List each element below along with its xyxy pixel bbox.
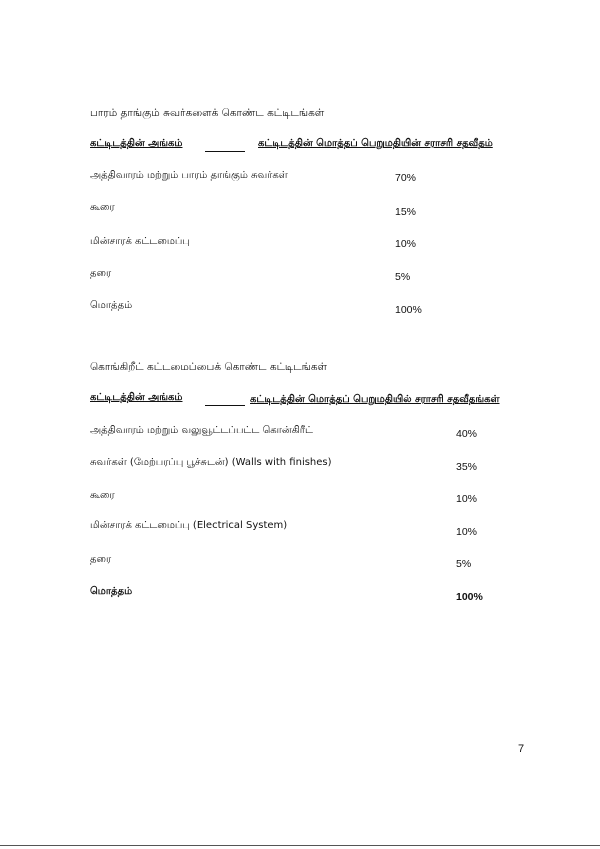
section2-row-label: கூரை	[90, 490, 115, 501]
section1-total-value: 100%	[395, 304, 422, 316]
section1-row-label: அத்திவாரம் மற்றும் பாரம் தாங்கும் சுவர்கள்	[90, 170, 288, 181]
section2-row-label: மின்சாரக் கட்டமைப்பு (Electrical System)	[90, 520, 288, 531]
section2-row-label: அத்திவாரம் மற்றும் வலுவூட்டப்பட்ட கொன்கிரீட்	[90, 425, 313, 436]
section1-row-label: தரை	[90, 268, 112, 279]
section2-total-label: மொத்தம்	[90, 586, 133, 597]
page-bottom-border	[0, 845, 600, 846]
section2-row-value: 35%	[456, 461, 478, 473]
section2-title: கொங்கிறீட் கட்டமைப்பைக் கொண்ட கட்டிடங்கள்	[90, 361, 328, 373]
section2-row-value: 5%	[456, 558, 472, 570]
section2-row-label: சுவர்கள் (மேற்பரப்பு பூச்சுடன்) (Walls with finishes)	[90, 457, 332, 468]
section1-header-component: கட்டிடத்தின் அங்கம்	[90, 138, 183, 149]
section2-total-value: 100%	[456, 591, 483, 603]
section2-header-component: கட்டிடத்தின் அங்கம்	[90, 392, 183, 403]
section1-total-label: மொத்தம்	[90, 300, 133, 311]
section1-row-label: மின்சாரக் கட்டமைப்பு	[90, 236, 190, 247]
section2-header-percentage: கட்டிடத்தின் மொத்தப் பெறுமதியில் சராசரி சதவீதங்கள்	[250, 394, 500, 405]
section2-header-rule	[205, 405, 245, 406]
section1-row-value: 70%	[395, 172, 417, 184]
section2-row-value: 10%	[456, 526, 478, 538]
section1-row-label: கூரை	[90, 202, 115, 213]
section2-row-label: தரை	[90, 554, 112, 565]
section1-row-value: 15%	[395, 206, 417, 218]
section1-header-rule	[205, 151, 245, 152]
section2-row-value: 10%	[456, 493, 478, 505]
page-number: 7	[518, 743, 525, 755]
section2-row-value: 40%	[456, 428, 478, 440]
section1-title: பாரம் தாங்கும் சுவர்களைக் கொண்ட கட்டிடங்கள்	[90, 107, 325, 119]
section1-header-percentage: கட்டிடத்தின் மொத்தப் பெறுமதியின் சராசரி சதவீதம்	[258, 138, 493, 149]
section1-row-value: 5%	[395, 271, 411, 283]
section1-row-value: 10%	[395, 238, 417, 250]
